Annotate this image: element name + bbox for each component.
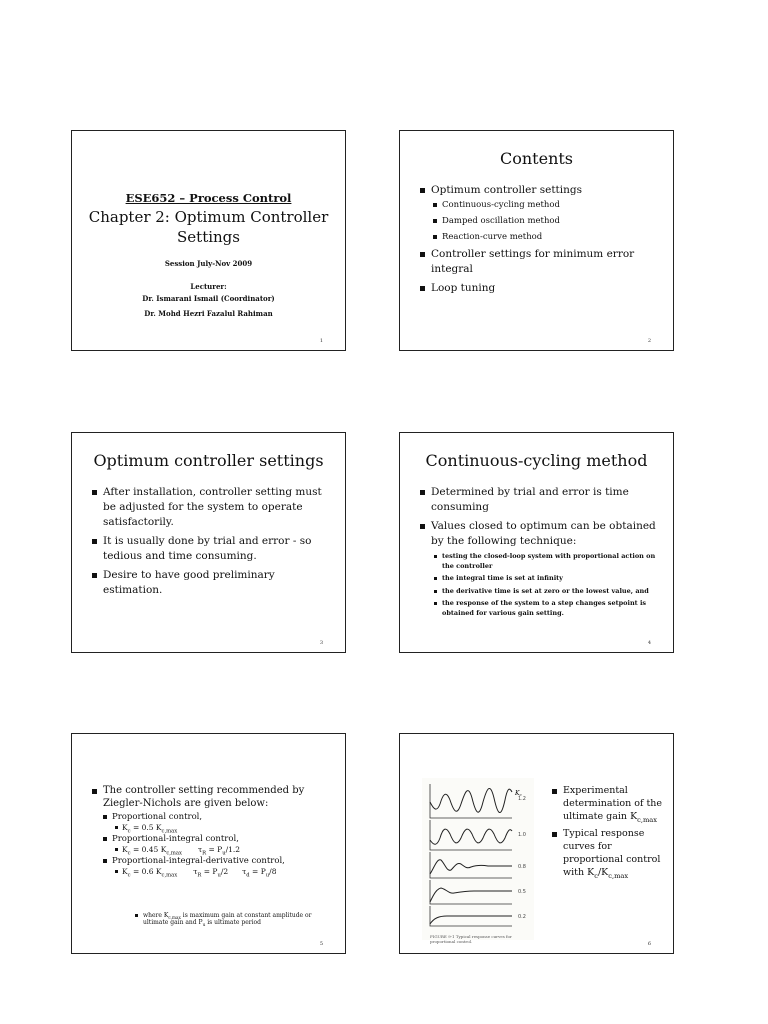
curve-label: 1.2 [518, 796, 526, 802]
response-curve-0.2 [430, 916, 512, 924]
slide-title: Continuous-cycling method [425, 451, 648, 470]
slide-6 [399, 733, 674, 954]
curve-label: 0.2 [518, 914, 526, 920]
bullet-item: Experimental determination of the ultimate gain $K_{c,max}$ [550, 784, 667, 823]
sub-bullet-item: Proportional-integral control, $K_c = 0.45$ $K_{c,max}$ $\tau_R = P_u/1.2$ [103, 834, 333, 855]
equation-p: $K_c = 0.5$ $K_{c,max}$ [112, 823, 333, 833]
chapter-title-line2: Settings [177, 228, 240, 246]
page-number: 1 [319, 338, 323, 344]
bullet-item: Desire to have good preliminary estimation. [90, 568, 329, 598]
equation-pid: $K_c = 0.6$ $K_{c,max}$ $\tau_R = P_u/2$ $\tau_d = P_u/8$ [112, 867, 333, 877]
bullet-item: Loop tuning [418, 281, 663, 296]
bullet-item: Determined by trial and error is time consuming [418, 485, 663, 515]
response-figure [422, 778, 534, 944]
course-title: ESE652 – Process Control [125, 191, 292, 205]
response-curve-1.0 [430, 829, 512, 844]
sub-bullet-item: the response of the system to a step changes setpoint is obtained for various gain setting. [433, 599, 663, 618]
page-number: 2 [647, 338, 651, 344]
chapter-title-line1: Chapter 2: Optimum Controller [88, 208, 329, 226]
lecturer-2: Dr. Mohd Hezri Fazalul Rahiman [144, 309, 273, 318]
equation-pi: $K_c = 0.45$ $K_{c,max}$ $\tau_R = P_u/1.2$ [112, 845, 333, 855]
response-curve-0.5 [430, 888, 512, 902]
slide-title: Contents [499, 149, 574, 168]
sub-bullet-item: Continuous-cycling method [433, 200, 663, 211]
sub-bullet-item: Damped oscillation method [433, 216, 663, 227]
axis-line [430, 852, 512, 878]
curve-label: 0.8 [518, 864, 526, 870]
sub-bullet-item: Proportional-integral-derivative control, $K_c = 0.6$ $K_{c,max}$ $\tau_R = P_u/2$ $\tau_d = P_u/8$ [103, 856, 333, 877]
slide-2 [399, 130, 674, 351]
slide-1 [71, 130, 346, 351]
axis-line [430, 820, 512, 850]
footnote: where $K_{c,max}$ is maximum gain at constant amplitude or ultimate gain and $P_u$ is ultimate period [135, 912, 325, 926]
bullet-item: Values closed to optimum can be obtained by the following technique: testing the closed-loop system with proportional action on the controller the integral time is set at infinity the derivative time is set at zero or the lowest value, and the response of the system to a step changes setpoint is obtained for various gain setting. [418, 519, 663, 618]
sub-bullet-item: testing the closed-loop system with proportional action on the controller [433, 552, 663, 571]
lecturer-label: Lecturer: [190, 282, 227, 291]
sub-bullet-item: the derivative time is set at zero or the lowest value, and [433, 587, 663, 597]
axis-line [430, 880, 512, 904]
figure-axis-label: Kc [515, 790, 522, 797]
page-number: 4 [647, 640, 651, 646]
slide-5 [71, 733, 346, 954]
curve-label: 0.5 [518, 889, 526, 895]
bullet-item: Optimum controller settings Continuous-cycling method Damped oscillation method Reaction-curve method [418, 183, 663, 243]
page-number: 6 [647, 941, 651, 947]
slide-title: Optimum controller settings [93, 451, 324, 470]
bullet-item: It is usually done by trial and error - so tedious and time consuming. [90, 534, 329, 564]
bullet-item: Typical response curves for proportional control with $K_c/K_{c,max}$ [550, 827, 667, 879]
slide-4 [399, 432, 674, 653]
session-text: Session July-Nov 2009 [164, 259, 253, 268]
response-curve-0.8 [430, 860, 512, 874]
bullet-item: After installation, controller setting must be adjusted for the system to operate satisfactorily. [90, 485, 329, 530]
lecturer-1: Dr. Ismarani Ismail (Coordinator) [142, 294, 275, 303]
sub-bullet-item: the integral time is set at infinity [433, 574, 663, 584]
sub-bullet-item: Reaction-curve method [433, 232, 663, 243]
figure-caption: FIGURE 9-1 Typical response curves for proportional control. [430, 934, 512, 944]
page-number: 3 [319, 640, 323, 646]
slide-3 [71, 432, 346, 653]
response-curve-1.2 [430, 788, 512, 812]
response-curves-svg [422, 778, 534, 940]
bullet-item: Controller settings for minimum error integral [418, 247, 663, 277]
sub-bullet-item: Proportional control, $K_c = 0.5$ $K_{c,max}$ [103, 812, 333, 833]
curve-label: 1.0 [518, 832, 526, 838]
page-number: 5 [319, 941, 323, 947]
bullet-item: The controller setting recommended by Ziegler-Nichols are given below: Proportional control, $K_c = 0.5$ $K_{c,max}$ Proportional-integral control, $K_c = 0.45$ $K_{c,max}$ $\tau_R = P_u/1.2$ Proportional-integral-derivative control, $K_c = 0.6$ $K_{c,max}$ $\tau_R = P_u/2$ $\tau_d = P_u/8$ [90, 784, 333, 877]
